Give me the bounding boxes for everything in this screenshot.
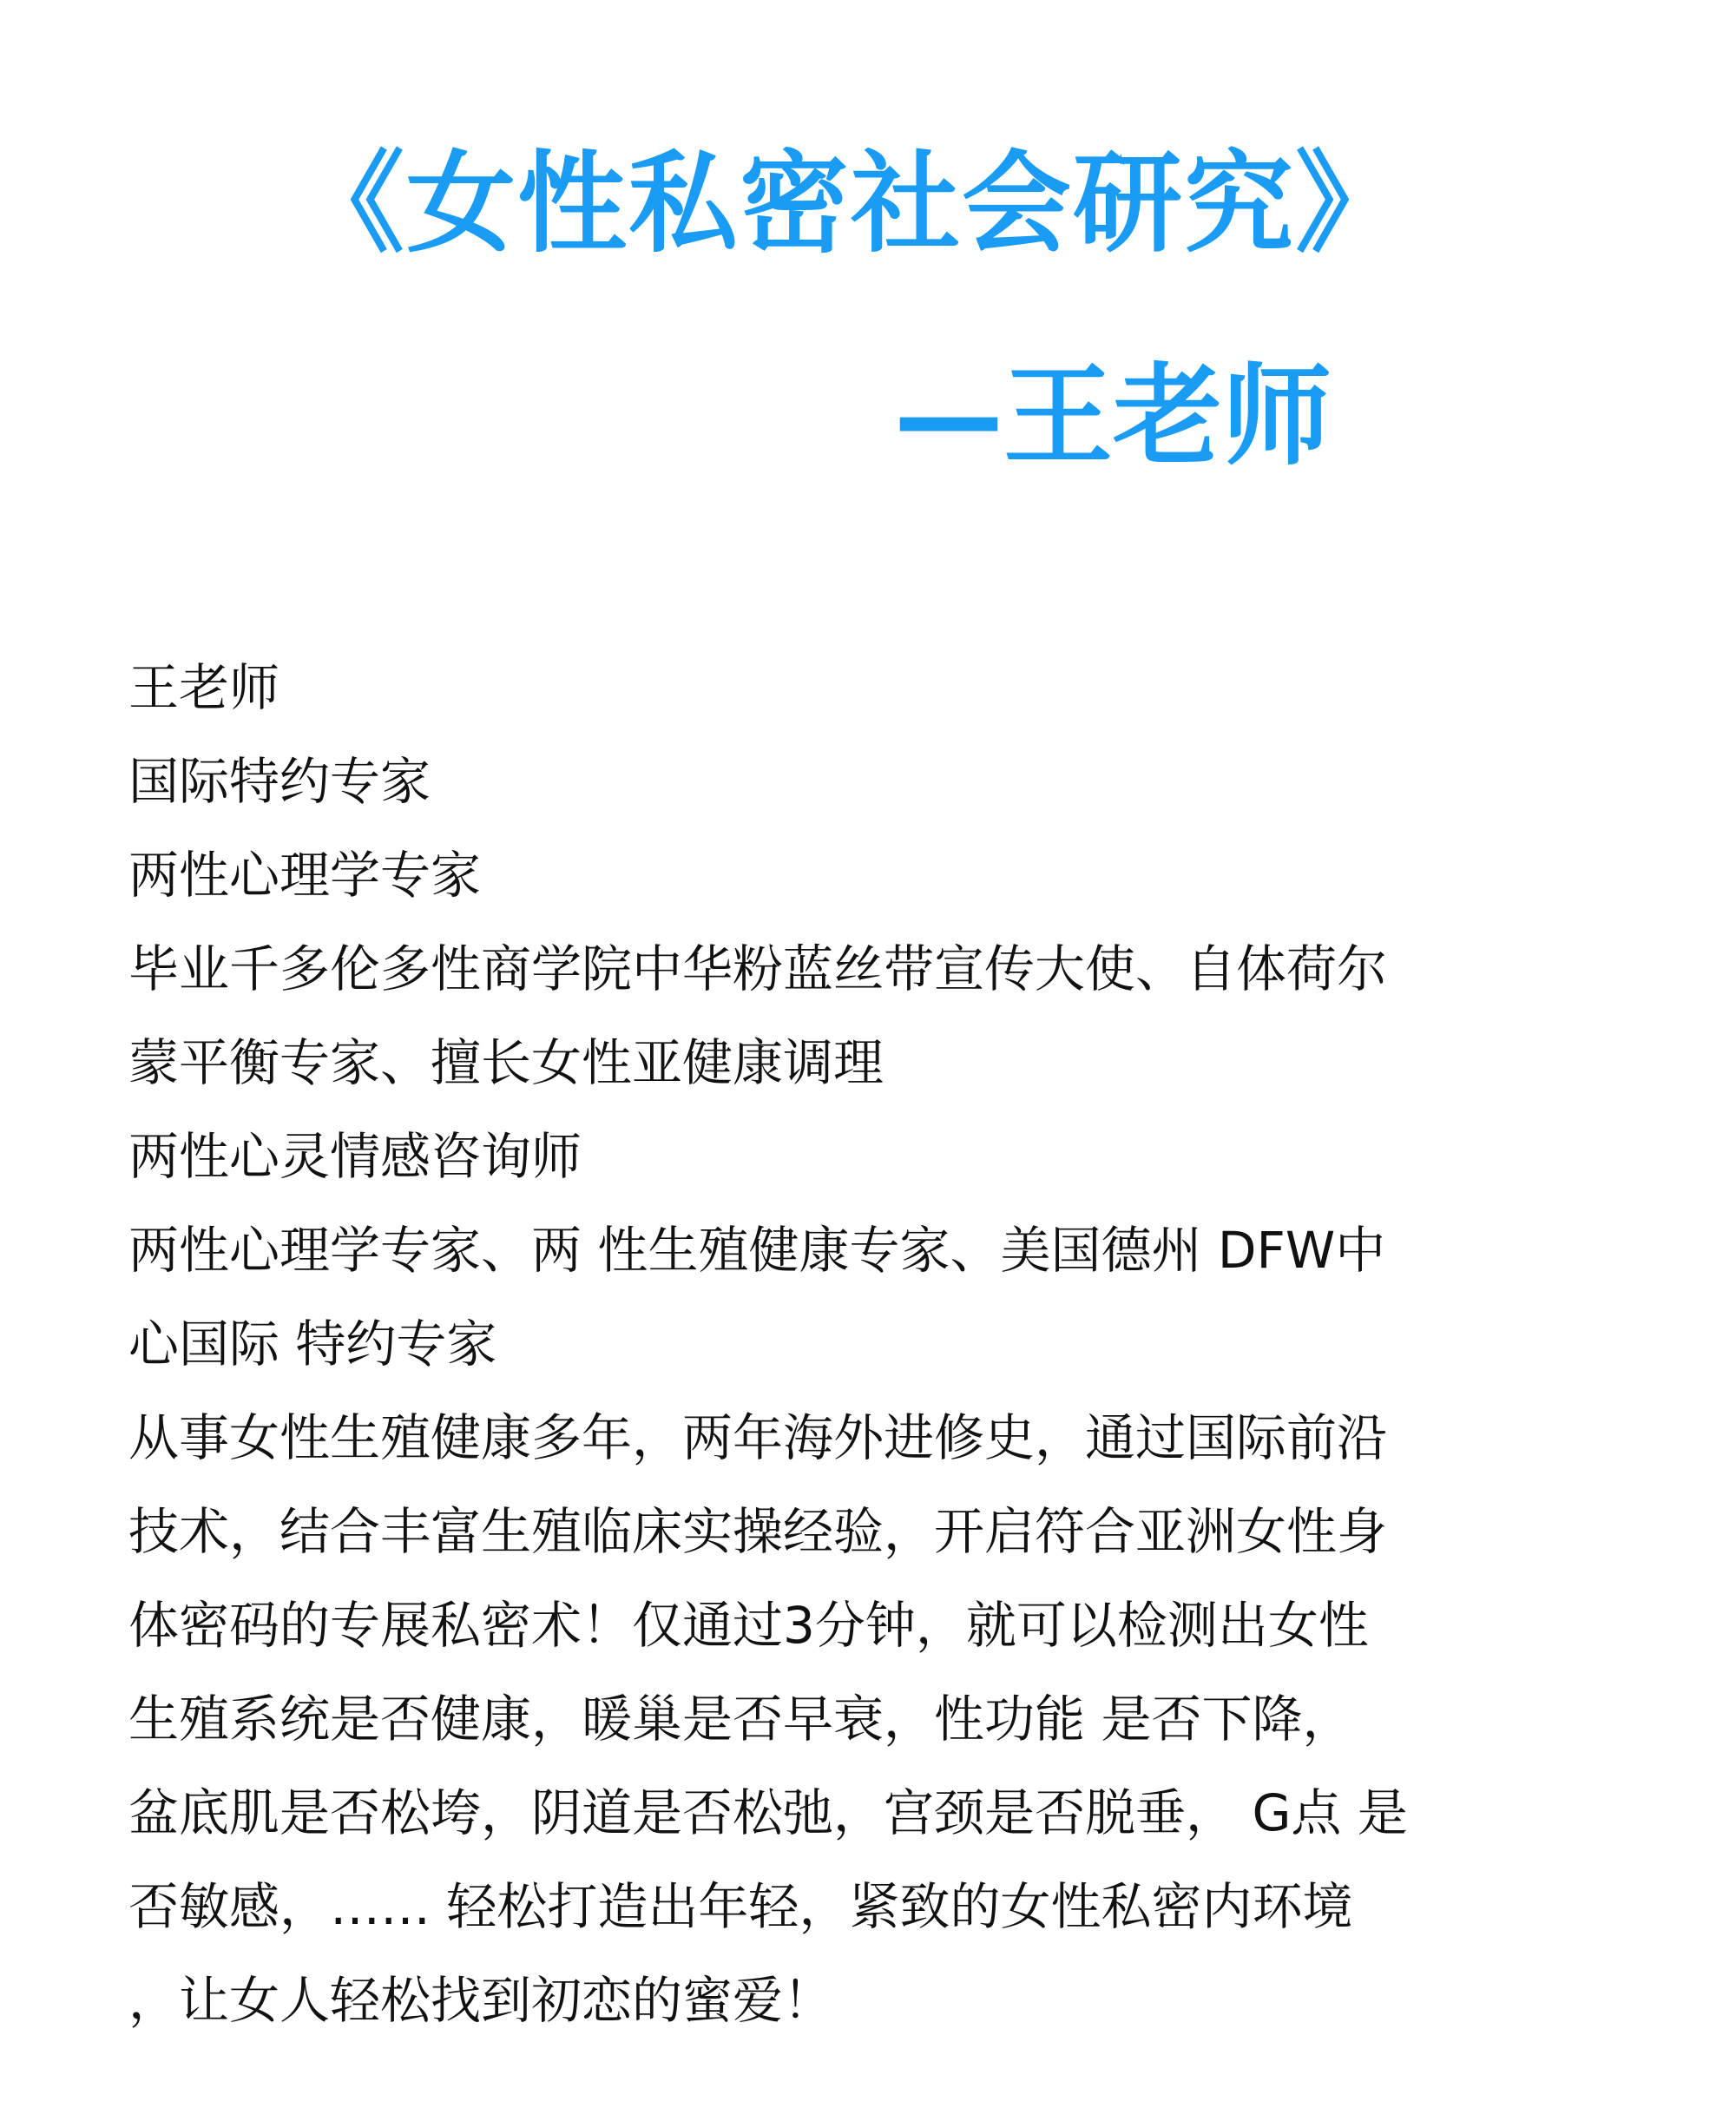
description-line: 技术，结合丰富生殖临床实操经验，开启符合亚洲女性身	[128, 1502, 1388, 1561]
description-line: 体密码的专展私密术！仅通过3分钟，就可以检测出女性	[128, 1596, 1369, 1655]
profile-line: 国际特约专家	[128, 752, 431, 811]
profile-line: 两性心理学专家	[128, 846, 482, 905]
profile-text	[128, 641, 1630, 2047]
profile-line: 两性心理学专家、两 性生殖健康专家、美国德州 DFW中	[128, 1221, 1386, 1280]
profile-line-name: 王老师	[128, 658, 280, 717]
description-line: 盆底肌是否松垮，阴道是否松弛，宫颈是否脱垂， G点 是	[128, 1783, 1408, 1842]
profile-line: 心国际 特约专家	[128, 1314, 497, 1374]
description-line: 从事女性生殖健康多年，两年海外进修史，通过国际前沿	[128, 1408, 1388, 1467]
profile-line: 蒙平衡专家、擅长女性亚健康调理	[128, 1033, 884, 1092]
profile-line: 两性心灵情感咨询师	[128, 1127, 582, 1186]
description-line: ，让女人轻松找到初恋的蜜爱！	[128, 1971, 834, 2030]
page-title: 《女性私密社会研究》	[295, 140, 1406, 267]
description-line: 否敏感，…… 轻松打造出年轻，紧致的女性私密内环境	[128, 1877, 1353, 1936]
profile-line: 毕业千多伦多性商学院中华粉蓝丝带宣传大使、自体荷尔	[128, 939, 1388, 998]
description-line: 生殖系统是否健康，暖巢是否早衰，性功能 是否下降，	[128, 1690, 1353, 1749]
author-signature: —王老师	[894, 352, 1332, 480]
